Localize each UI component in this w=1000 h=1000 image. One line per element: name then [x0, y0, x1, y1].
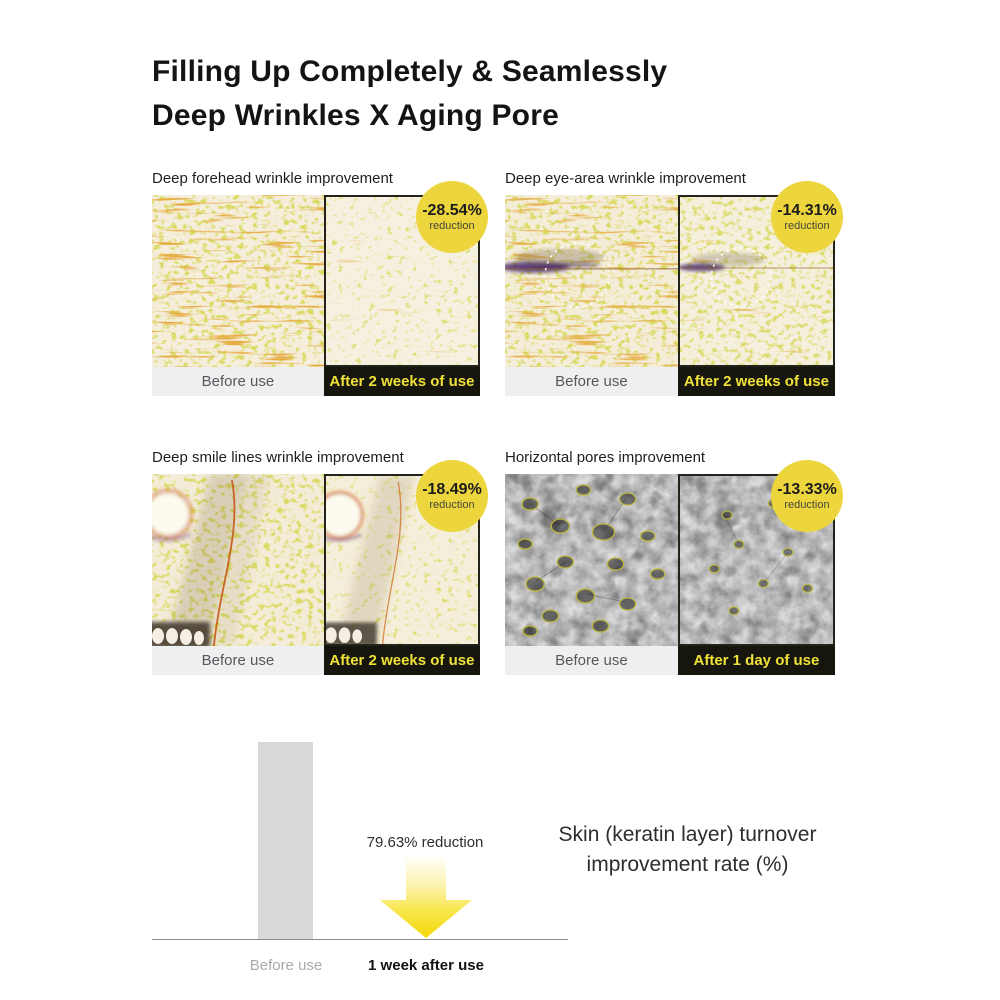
- before-use-label: Before use: [505, 646, 678, 675]
- panel-pores: [505, 449, 835, 675]
- panel-title: Deep smile lines wrinkle improvement: [152, 449, 404, 466]
- panel-title: Horizontal pores improvement: [505, 449, 706, 466]
- panel-title: Deep forehead wrinkle improvement: [152, 170, 393, 187]
- before-photo-pores: [505, 474, 678, 646]
- reduction-badge: [771, 181, 843, 253]
- before-after-images: [152, 474, 480, 646]
- chart-caption-line-2: improvement rate (%): [586, 853, 789, 876]
- before-photo-smile: [152, 474, 324, 646]
- panel-forehead: [152, 170, 480, 396]
- before-use-label: Before use: [152, 646, 324, 675]
- reduction-value: -18.49%: [422, 480, 482, 498]
- panel-smile-lines: [152, 449, 480, 675]
- after-use-label: After 1 day of use: [678, 646, 835, 675]
- title-line-1: Filling Up Completely & Seamlessly: [152, 55, 668, 88]
- chart-xlabel-after: 1 week after use: [368, 957, 484, 974]
- chart-caption: [545, 820, 830, 880]
- page-title: [152, 50, 667, 138]
- caption-strips: [152, 646, 480, 675]
- down-arrow-icon: [378, 858, 474, 938]
- before-after-images: [505, 474, 835, 646]
- reduction-badge: [416, 181, 488, 253]
- before-photo-forehead: [152, 195, 324, 367]
- before-photo-eye: [505, 195, 678, 367]
- title-line-2: Deep Wrinkles X Aging Pore: [152, 99, 559, 132]
- caption-strips: [152, 367, 480, 396]
- panel-title: Deep eye-area wrinkle improvement: [505, 170, 746, 187]
- chart-xlabel-before: Before use: [249, 957, 323, 974]
- caption-strips: [505, 367, 835, 396]
- after-use-label: After 2 weeks of use: [324, 646, 480, 675]
- before-use-label: Before use: [505, 367, 678, 396]
- chart-caption-line-1: Skin (keratin layer) turnover: [558, 823, 817, 846]
- reduction-value: -14.31%: [777, 201, 837, 219]
- before-after-images: [152, 195, 480, 367]
- reduction-label: reduction: [784, 219, 830, 232]
- before-after-images: [505, 195, 835, 367]
- reduction-label: reduction: [784, 498, 830, 511]
- chart-reduction-text: 79.63% reduction: [366, 834, 484, 851]
- reduction-badge: [416, 460, 488, 532]
- reduction-label: reduction: [429, 219, 475, 232]
- chart-axis-line: [152, 939, 568, 940]
- reduction-label: reduction: [429, 498, 475, 511]
- panel-eye-area: [505, 170, 835, 396]
- reduction-value: -13.33%: [777, 480, 837, 498]
- after-use-label: After 2 weeks of use: [324, 367, 480, 396]
- chart-bar-before-use: [258, 742, 313, 939]
- caption-strips: [505, 646, 835, 675]
- reduction-badge: [771, 460, 843, 532]
- before-use-label: Before use: [152, 367, 324, 396]
- after-use-label: After 2 weeks of use: [678, 367, 835, 396]
- reduction-value: -28.54%: [422, 201, 482, 219]
